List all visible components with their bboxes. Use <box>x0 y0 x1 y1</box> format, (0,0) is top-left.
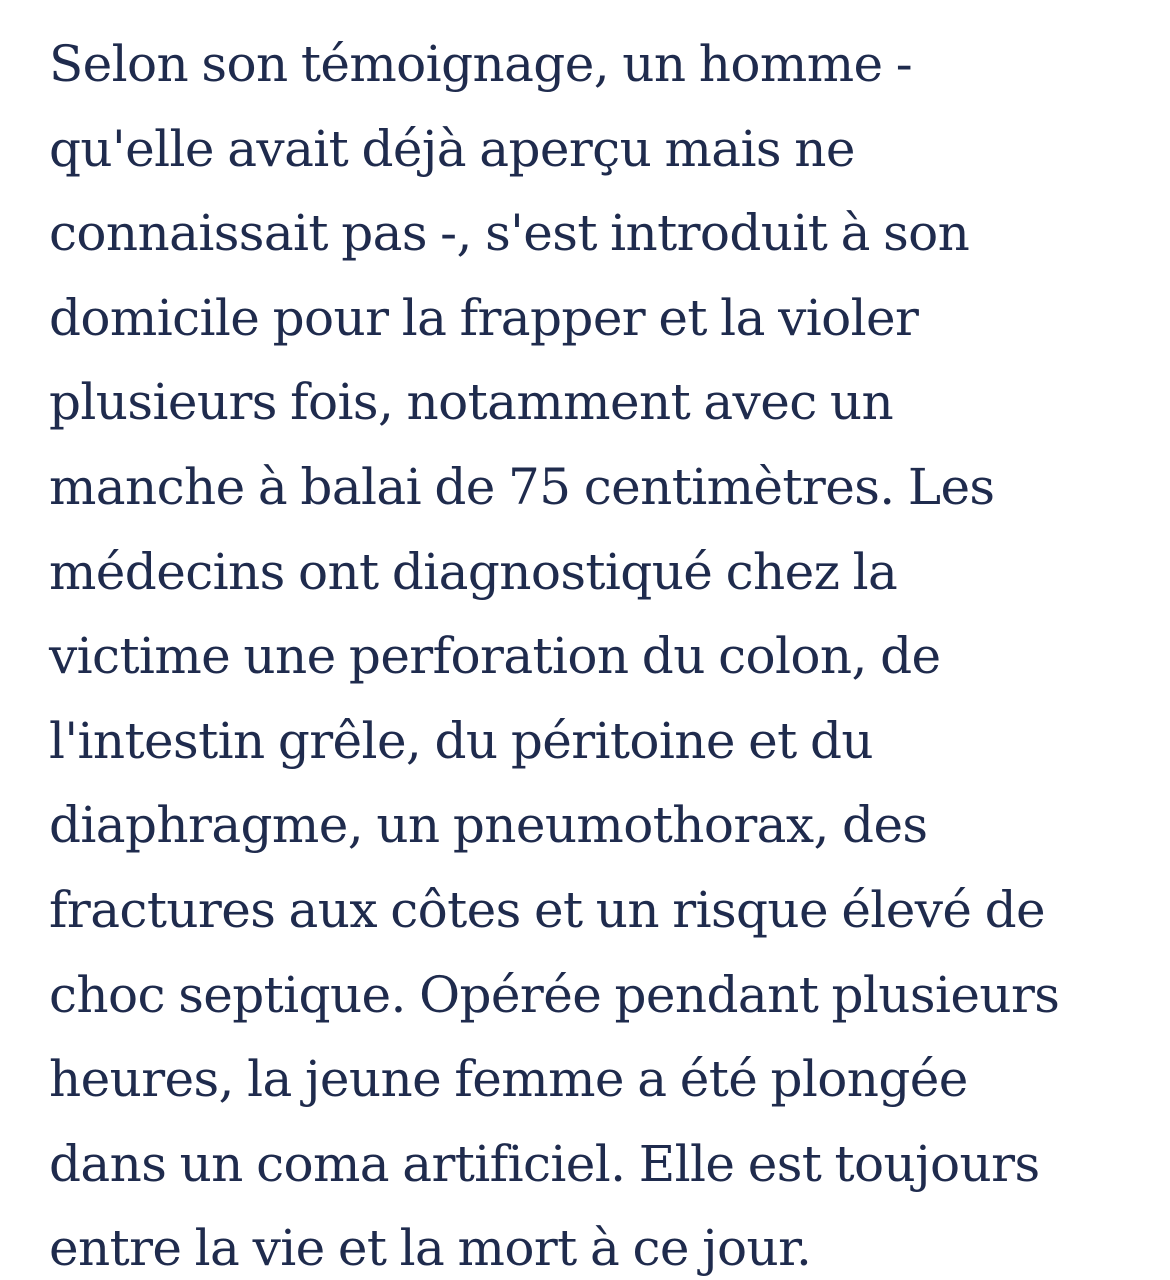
paragraph-line: victime une perforation du colon, de <box>49 627 941 686</box>
paragraph-line: fractures aux côtes et un risque élevé de <box>49 880 1046 939</box>
paragraph-line: qu'elle avait déjà aperçu mais ne <box>49 119 855 178</box>
paragraph-line: heures, la jeune femme a été plongée <box>49 1050 968 1109</box>
paragraph-line: médecins ont diagnostiqué chez la <box>49 542 898 601</box>
paragraph-line: manche à balai de 75 centimètres. Les <box>49 457 995 516</box>
paragraph-line: connaissait pas -, s'est introduit à son <box>49 204 970 263</box>
paragraph-line: choc septique. Opérée pendant plusieurs <box>49 965 1060 1024</box>
paragraph-line: Selon son témoignage, un homme - <box>49 35 913 93</box>
paragraph-line: diaphragme, un pneumothorax, des <box>49 796 928 855</box>
paragraph-line: domicile pour la frapper et la violer <box>49 288 919 347</box>
paragraph-line: plusieurs fois, notamment avec un <box>49 373 894 432</box>
paragraph-line: dans un coma artificiel. Elle est toujours <box>49 1134 1040 1193</box>
paragraph-line: entre la vie et la mort à ce jour. <box>49 1219 812 1278</box>
paragraph-line: l'intestin grêle, du péritoine et du <box>49 711 873 770</box>
